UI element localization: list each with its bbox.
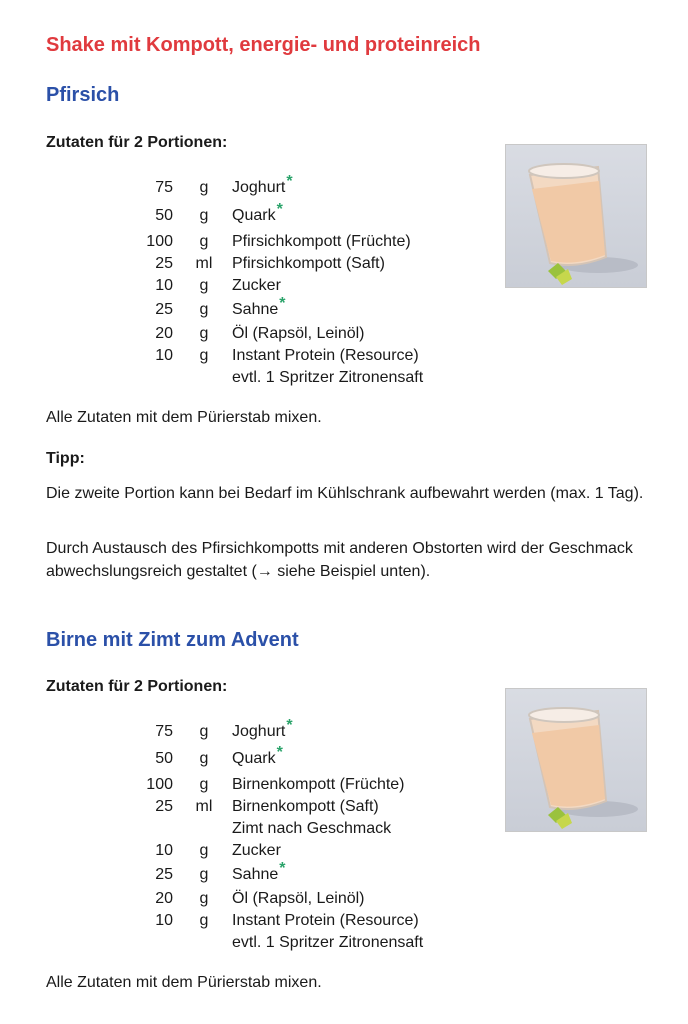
ingredient-row [0,860,688,885]
ingredient-name: Öl (Rapsöl, Leinöl) [232,325,365,342]
ingredient-name: Quark [232,207,276,224]
ingredient-name: Instant Protein (Resource) [232,347,419,364]
ingredient-qty: 50 [155,750,173,767]
ingredient-qty: 10 [155,277,173,294]
ingredient-row [0,295,688,320]
ingredient-unit: g [199,866,209,883]
ingredient-name: Zucker [232,842,281,859]
ingredient-qty: 100 [146,776,173,793]
ingredient-row [0,933,688,953]
ingredient-qty: 100 [146,233,173,250]
ingredient-row [0,911,688,931]
ingredient-qty: 20 [155,325,173,342]
ingredient-unit: g [199,277,209,294]
ingredient-unit: ml [195,798,213,815]
ingredient-unit: g [199,347,209,364]
tip-heading: Tipp: [46,450,85,467]
ingredient-unit: g [199,890,209,907]
tip-paragraph-2: Durch Austausch des Pfirsichkompotts mit anderen Obstorten wird der Geschmack abwechslungsreich gestaltet (→ siehe Beispiel unten). [46,540,633,580]
ingredient-unit: g [199,750,209,767]
tip-paragraph-1: Die zweite Portion kann bei Bedarf im Kühlschrank aufbewahrt werden (max. 1 Tag). [46,485,644,502]
marker-asterisk: * [276,744,283,761]
recipe-title-pear: Birne mit Zimt zum Advent [46,629,299,651]
ingredient-unit: g [199,179,209,196]
ingredient-qty: 20 [155,890,173,907]
ingredient-unit: g [199,723,209,740]
ingredient-name: Birnenkompott (Saft) [232,798,379,815]
ingredient-name: Joghurt [232,179,286,196]
ingredient-name: Pfirsichkompott (Früchte) [232,233,411,250]
ingredient-unit: g [199,233,209,250]
ingredient-unit: g [199,207,209,224]
instruction-pear: Alle Zutaten mit dem Pürierstab mixen. [46,974,322,991]
ingredient-qty: 25 [155,255,173,272]
ingredient-unit: g [199,325,209,342]
ingredient-row [0,324,688,344]
ingredient-name: Sahne [232,301,279,318]
portions-label-peach: Zutaten für 2 Portionen: [46,134,228,151]
ingredient-row [0,841,688,861]
page-title: Shake mit Kompott, energie- und proteinreich [46,34,481,56]
marker-asterisk: * [286,173,293,190]
ingredient-unit: g [199,301,209,318]
ingredient-name: Zucker [232,277,281,294]
ingredient-name: evtl. 1 Spritzer Zitronensaft [232,369,424,386]
ingredient-row [0,346,688,366]
marker-asterisk: * [276,201,283,218]
ingredient-qty: 75 [155,723,173,740]
ingredient-name: Sahne [232,866,279,883]
ingredient-name: Birnenkompott (Früchte) [232,776,405,793]
shake-photo-peach [505,144,647,288]
ingredient-qty: 10 [155,842,173,859]
marker-asterisk: * [286,717,293,734]
ingredient-name: Instant Protein (Resource) [232,912,419,929]
ingredient-qty: 10 [155,912,173,929]
ingredient-qty: 50 [155,207,173,224]
ingredient-name: Öl (Rapsöl, Leinöl) [232,890,365,907]
recipe-title-peach: Pfirsich [46,84,120,106]
ingredient-row [0,889,688,909]
ingredient-qty: 10 [155,347,173,364]
marker-asterisk: * [279,295,286,312]
ingredient-qty: 25 [155,301,173,318]
ingredient-unit: ml [195,255,213,272]
ingredient-name: Joghurt [232,723,286,740]
ingredient-name: Pfirsichkompott (Saft) [232,255,385,272]
ingredient-name: Zimt nach Geschmack [232,820,392,837]
ingredient-name: evtl. 1 Spritzer Zitronensaft [232,934,424,951]
ingredient-qty: 25 [155,798,173,815]
ingredient-unit: g [199,776,209,793]
ingredient-qty: 75 [155,179,173,196]
shake-photo-pear [505,688,647,832]
ingredient-row [0,368,688,388]
marker-asterisk: * [279,860,286,877]
instruction-peach: Alle Zutaten mit dem Pürierstab mixen. [46,409,322,426]
ingredient-name: Quark [232,750,276,767]
portions-label-pear: Zutaten für 2 Portionen: [46,678,228,695]
ingredient-unit: g [199,842,209,859]
ingredient-unit: g [199,912,209,929]
ingredient-qty: 25 [155,866,173,883]
